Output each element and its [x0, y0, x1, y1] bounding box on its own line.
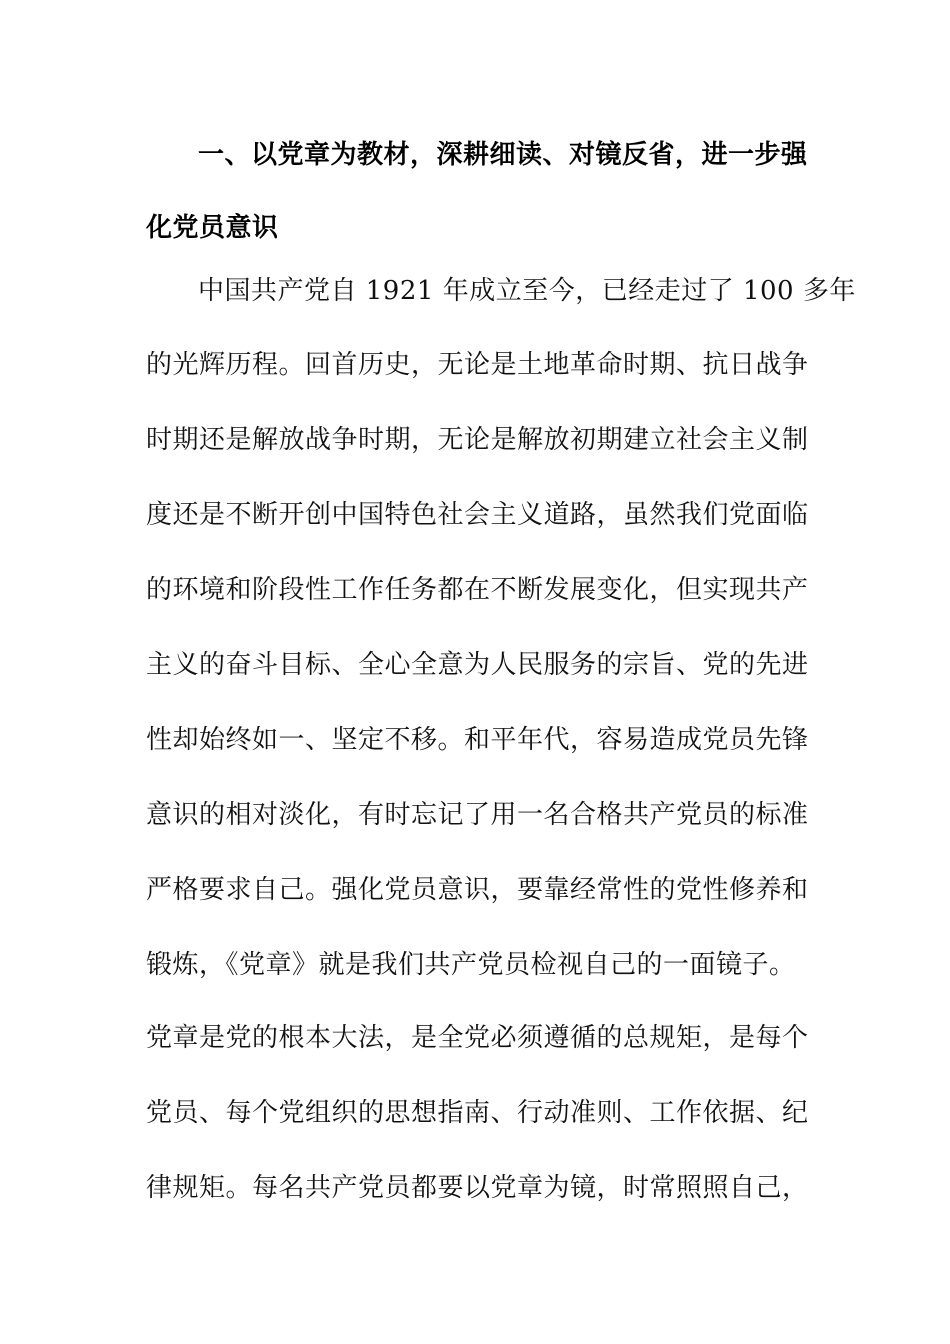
- paragraph-line: 锻炼，《党章》就是我们共产党员检视自己的一面镜子。: [146, 950, 796, 980]
- paragraph-line: 的光辉历程。回首历史，无论是土地革命时期、抗日战争: [146, 350, 809, 380]
- paragraph-line: 党章是党的根本大法，是全党必须遵循的总规矩，是每个: [146, 1023, 809, 1053]
- paragraph-line: 律规矩。每名共产党员都要以党章为镜，时常照照自己，: [146, 1173, 809, 1203]
- paragraph-line: 意识的相对淡化，有时忘记了用一名合格共产党员的标准: [146, 800, 809, 830]
- section-heading-line-1: 一、以党章为教材，深耕细读、对镜反省，进一步强: [198, 140, 808, 170]
- paragraph-line: 度还是不断开创中国特色社会主义道路，虽然我们党面临: [146, 500, 809, 530]
- paragraph-line: 主义的奋斗目标、全心全意为人民服务的宗旨、党的先进: [146, 650, 809, 680]
- paragraph-line: 严格要求自己。强化党员意识，要靠经常性的党性修养和: [146, 875, 809, 905]
- paragraph-line: 党员、每个党组织的思想指南、行动准则、工作依据、纪: [146, 1098, 809, 1128]
- section-heading-line-2: 化党员意识: [146, 213, 279, 243]
- paragraph-line: 中国共产党自 1921 年成立至今，已经走过了 100 多年: [198, 276, 856, 306]
- paragraph-line: 性却始终如一、坚定不移。和平年代，容易造成党员先锋: [146, 725, 809, 755]
- paragraph-line: 的环境和阶段性工作任务都在不断发展变化，但实现共产: [146, 575, 809, 605]
- paragraph-line: 时期还是解放战争时期，无论是解放初期建立社会主义制: [146, 425, 809, 455]
